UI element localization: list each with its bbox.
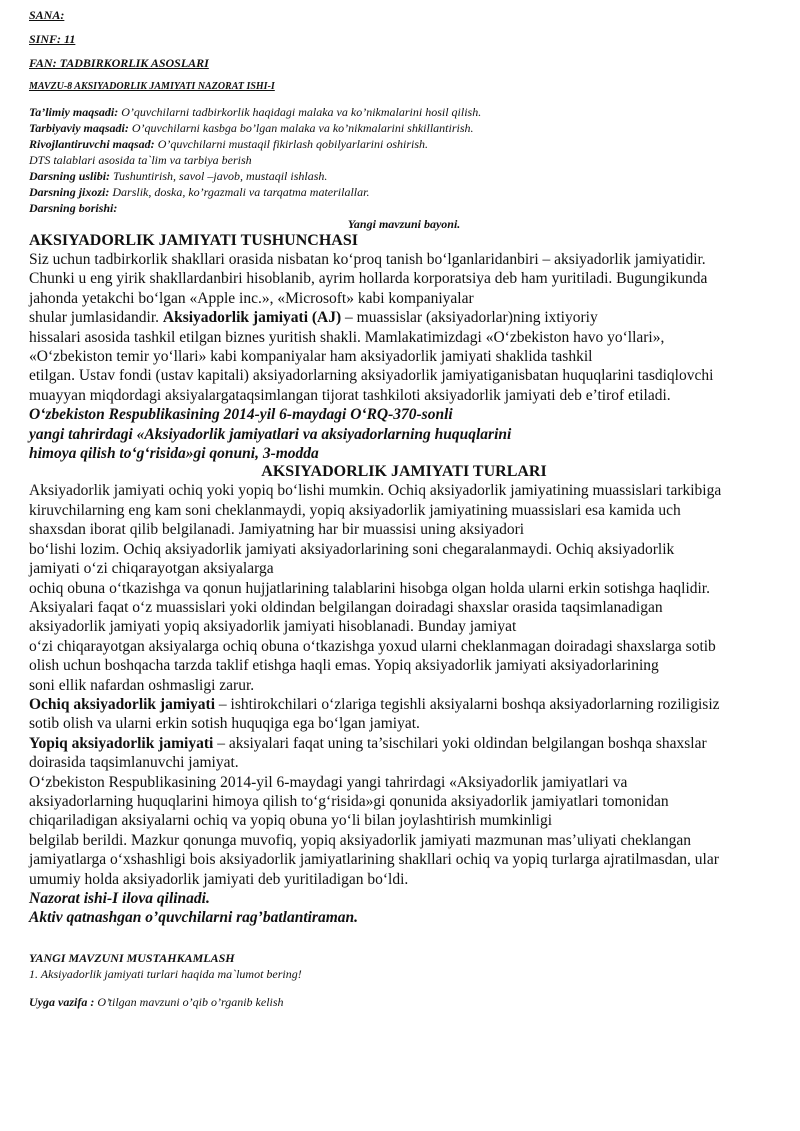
reinforce-title: YANGI MAVZUNI MUSTAHKAMLASH xyxy=(29,950,235,965)
text-line: hissalari asosida tashkil etilgan biznes yuritish shakli. Mamlakatimizdagi «O‘zbekiston havo yo‘llari», xyxy=(29,328,665,346)
text-line: etilgan. Ustav fondi (ustav kapitali) aksiyadorlarning aksiyadorlik jamiyatiganisbatan huquqlarini tasdiqlovchi xyxy=(29,367,714,385)
types-body xyxy=(29,481,779,694)
text-line: O‘zbekiston Respublikasining 2014-yil 6-maydagi yangi tahrirdagi «Aksiyadorlik jamiyatlari va xyxy=(29,773,628,791)
law-reference xyxy=(29,405,779,463)
text-line: shular jumlasidandir. Aksiyadorlik jamiyati (AJ) – muassislar (aksiyadorlar)ning ixtiyoriy xyxy=(29,309,598,327)
text-line: jahonda yetakchi bo‘lgan «Apple inc.», «Microsoft» kabi kompaniyalar xyxy=(29,289,474,307)
topic-label: MAVZU-8 AKSIYADORLIK JAMIYATI NAZORAT ISHI-I xyxy=(29,81,275,92)
closing-line: Nazorat ishi-I ilova qilinadi. xyxy=(29,890,210,907)
text-line: ochiq obuna o‘tkazishga va qonun hujjatlarining talablarini hisobga olgan holda ularni erkin sotishga haqlidir. xyxy=(29,579,710,597)
definition-closed xyxy=(29,734,779,773)
meta-line: Rivojlantiruvchi maqsad: O’quvchilarni mustaqil fikirlash qobilyarlarini oshirish. xyxy=(29,137,429,151)
text-line: umumiy holda aksiyadorlik jamiyati deb yuritiladigan bo‘ldi. xyxy=(29,870,409,888)
text-line: jamiyatlarga o‘xshashligi bois aksiyadorlik jamiyatlarining shakllari ochiq va yopiq turlarga ajratilmasdan, ular xyxy=(29,851,719,869)
text-line: jamiyati o‘zi chiqarayotgan aksiyalarga xyxy=(29,560,274,578)
text-line: doirasida taqsimlanuvchi jamiyat. xyxy=(29,754,239,772)
law-line: yangi tahrirdagi «Aksiyadorlik jamiyatlari va aksiyadorlarning huquqlarini xyxy=(29,425,512,443)
law-line: himoya qilish to‘g‘risida»gi qonuni, 3-modda xyxy=(29,445,319,463)
text-line: aksiyadorlik jamiyati yopiq aksiyadorlik jamiyati hisoblanadi. Bunday jamiyat xyxy=(29,618,517,636)
text-line: Yopiq aksiyadorlik jamiyati – aksiyalari faqat uning ta’sischilari yoki oldindan belgilangan boshqa shaxslar xyxy=(29,734,707,752)
meta-line: Darsning uslibi: Tushuntirish, savol –javob, mustaqil ishlash. xyxy=(29,169,328,183)
text-line: Chunki u eng yirik shakllardanbiri hisoblanib, ayrim hollarda korporatsiya deb ham yuritiladi. Bugungikunda xyxy=(29,270,708,288)
text-line: Aksiyadorlik jamiyati ochiq yoki yopiq bo‘lishi mumkin. Ochiq aksiyadorlik jamiyatining muassislari tarkibiga xyxy=(29,482,722,500)
homework-line: Uyga vazifa : O’tilgan mavzuni o’qib o’rganib kelish xyxy=(29,994,284,1009)
text-line: Aksiyalari faqat o‘z muassislari yoki oldindan belgilangan doiradagi shaxslar orasida taqsimlanadigan xyxy=(29,598,663,616)
definition-open xyxy=(29,695,779,734)
text-line: «O‘zbekiston temir yo‘llari» kabi kompaniyalar ham aksiyadorlik jamiyati shaklida tashkil xyxy=(29,348,593,366)
subject-label: FAN: TADBIRKORLIK ASOSLARI xyxy=(29,56,209,70)
class-label: SINF: 11 xyxy=(29,32,76,46)
text-line: sotib olish va ularni erkin sotish huquqiga ega bo‘lgan jamiyat. xyxy=(29,715,420,733)
closed-term: Yopiq aksiyadorlik jamiyati xyxy=(29,734,214,752)
meta-line: DTS talablari asosida ta`lim va tarbiya berish xyxy=(29,153,252,167)
title-concept: AKSIYADORLIK JAMIYATI TUSHUNCHASI xyxy=(29,232,358,249)
text-line: aksiyadorlarning huquqlarini himoya qilish to‘g‘risida»gi qonunida aksiyadorlik jamiyatlari tomonidan xyxy=(29,792,669,810)
title-types: AKSIYADORLIK JAMIYATI TURLARI xyxy=(261,463,547,481)
text-line: Siz uchun tadbirkorlik shakllari orasida nisbatan ko‘proq tanish bo‘lganlaridanbiri – aksiyadorlik jamiyatidir. xyxy=(29,251,706,268)
text-line: o‘zi chiqarayotgan aksiyalarga ochiq obuna o‘tkazishga yoxud ularni cheklanmagan doiradagi shaxslarga sotib xyxy=(29,637,716,655)
open-term: Ochiq aksiyadorlik jamiyati xyxy=(29,695,216,713)
meta-line: Darsning jixozi: Darslik, doska, ko’rgazmali va tarqatma materilallar. xyxy=(29,185,370,199)
document-page xyxy=(29,8,779,1010)
text-line: chiqariladigan aksiyalarni ochiq va yopiq obuna yo‘li bilan joylashtirish mumkinligi xyxy=(29,812,553,830)
law-body xyxy=(29,773,779,889)
closing-line: Aktiv qatnashgan o’quvchilarni rag’batlantiraman. xyxy=(29,909,359,927)
text-line: bo‘lishi lozim. Ochiq aksiyadorlik jamiyati aksiyadorlarining soni chegaralanmaydi. Ochiq aksiyadorlik xyxy=(29,540,675,558)
text-line: kiruvchilarning eng kam soni cheklanmaydi, yopiq aksiyadorlik jamiyatining muassislari esa kamida uch xyxy=(29,501,681,519)
lesson-meta xyxy=(29,104,779,216)
meta-line: Tarbiyaviy maqsadi: O’quvchilarni kasbga bo’lgan malaka va ko’nikmalarini shkillantirish. xyxy=(29,121,474,135)
homework-label: Uyga vazifa : xyxy=(29,994,95,1009)
date-label: SANA: xyxy=(29,8,65,22)
aj-term: Aksiyadorlik jamiyati (AJ) xyxy=(162,309,342,327)
text-line: Ochiq aksiyadorlik jamiyati – ishtirokchilari o‘zlariga tegishli aksiyalarni boshqa aksiyadorlarning roziligisiz xyxy=(29,695,720,713)
closing-notes xyxy=(29,889,779,928)
text-line: shaxsdan iborat qilib belgilanadi. Jamiyatning har bir muassisi uning aksiyadori xyxy=(29,521,525,539)
text-line: muayyan miqdordagi aksiyalargataqsimlangan tijorat tashkiloti aksiyadorlik jamiyati deb e’tirof etiladi. xyxy=(29,386,671,404)
text-line: belgilab berildi. Mazkur qonunga muvofiq, yopiq aksiyadorlik jamiyati mazmunan mas’uliyati cheklangan xyxy=(29,831,692,849)
reinforce-question: 1. Aksiyadorlik jamiyati turlari haqida ma`lumot bering! xyxy=(29,966,302,981)
meta-line: Darsning borishi: xyxy=(29,201,118,215)
text-line: soni ellik nafardan oshmasligi zarur. xyxy=(29,676,255,694)
law-line: O‘zbekiston Respublikasining 2014-yil 6-maydagi O‘RQ-370-sonli xyxy=(29,406,453,424)
meta-line: Ta’limiy maqsadi: O’quvchilarni tadbirkorlik haqidagi malaka va ko’nikmalarini hosil qilish. xyxy=(29,105,482,119)
concept-body xyxy=(29,250,779,405)
section-intro: Yangi mavzuni bayoni. xyxy=(347,217,461,231)
text-line: olish uchun boshqacha tarzda taklif etishga haqli emas. Yopiq aksiyadorlik jamiyati aksiyadorlarining xyxy=(29,657,659,675)
